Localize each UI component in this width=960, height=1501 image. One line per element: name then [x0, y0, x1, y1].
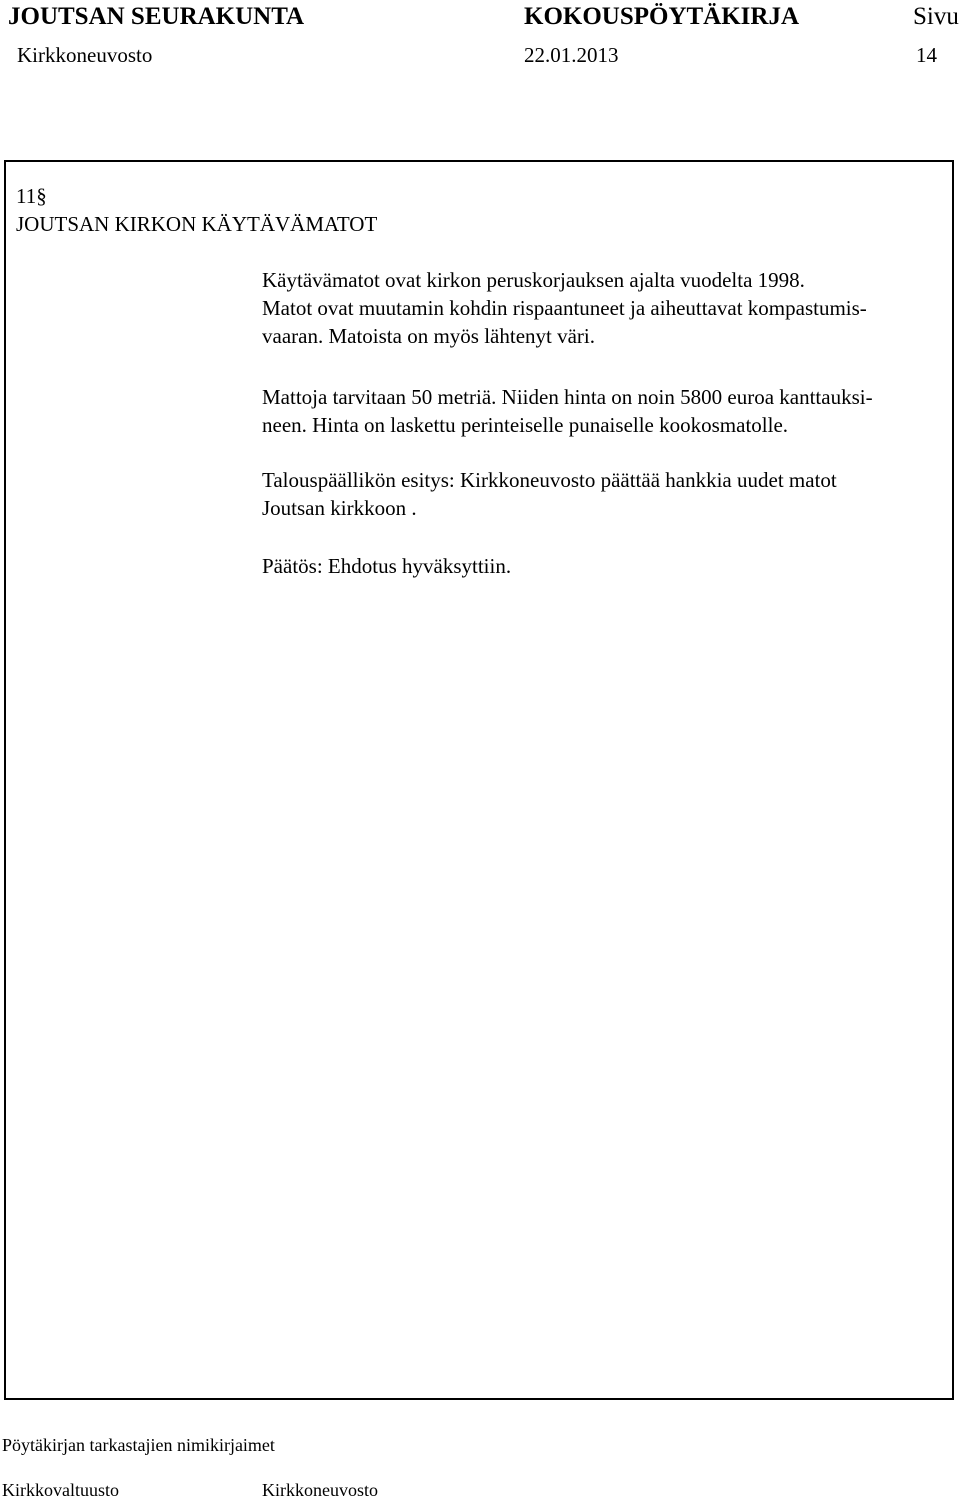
- paragraph-line: Joutsan kirkkoon .: [262, 496, 417, 520]
- paragraph-line: Matot ovat muutamin kohdin rispaantuneet ja aiheuttavat kompastumis-: [262, 296, 867, 320]
- paragraph-1: [262, 266, 867, 350]
- section-symbol: §: [36, 184, 47, 208]
- paragraph-line: Käytävämatot ovat kirkon peruskorjauksen ajalta vuodelta 1998.: [262, 268, 805, 292]
- paragraph-line: Mattoja tarvitaan 50 metriä. Niiden hinta on noin 5800 euroa kanttauksi-: [262, 385, 873, 409]
- decision-paragraph: [262, 552, 511, 580]
- signatures-label: Pöytäkirjan tarkastajien nimikirjaimet: [2, 1435, 275, 1455]
- proposal-paragraph: [262, 466, 837, 522]
- paragraph-2: [262, 383, 873, 439]
- paragraph-line: Talouspäällikön esitys: Kirkkoneuvosto päättää hankkia uudet matot: [262, 468, 837, 492]
- section-title: JOUTSAN KIRKON KÄYTÄVÄMATOT: [16, 212, 378, 236]
- paragraph-line: neen. Hinta on laskettu perinteiselle punaiselle kookosmatolle.: [262, 413, 789, 437]
- document-type: KOKOUSPÖYTÄKIRJA: [524, 3, 800, 30]
- section-number-value: 11: [16, 184, 37, 208]
- board-signature-label: Kirkkoneuvosto: [262, 1480, 378, 1500]
- page-number: 14: [916, 43, 937, 67]
- meeting-body: Kirkkoneuvosto: [17, 43, 153, 67]
- meeting-date: 22.01.2013: [524, 43, 619, 67]
- council-signature-label: Kirkkovaltuusto: [2, 1480, 119, 1500]
- organization-name: JOUTSAN SEURAKUNTA: [8, 3, 305, 30]
- section-number: [16, 182, 47, 210]
- page-label: Sivu: [913, 3, 959, 30]
- paragraph-line: vaaran. Matoista on myös lähtenyt väri.: [262, 324, 595, 348]
- paragraph-line: Päätös: Ehdotus hyväksyttiin.: [262, 554, 512, 578]
